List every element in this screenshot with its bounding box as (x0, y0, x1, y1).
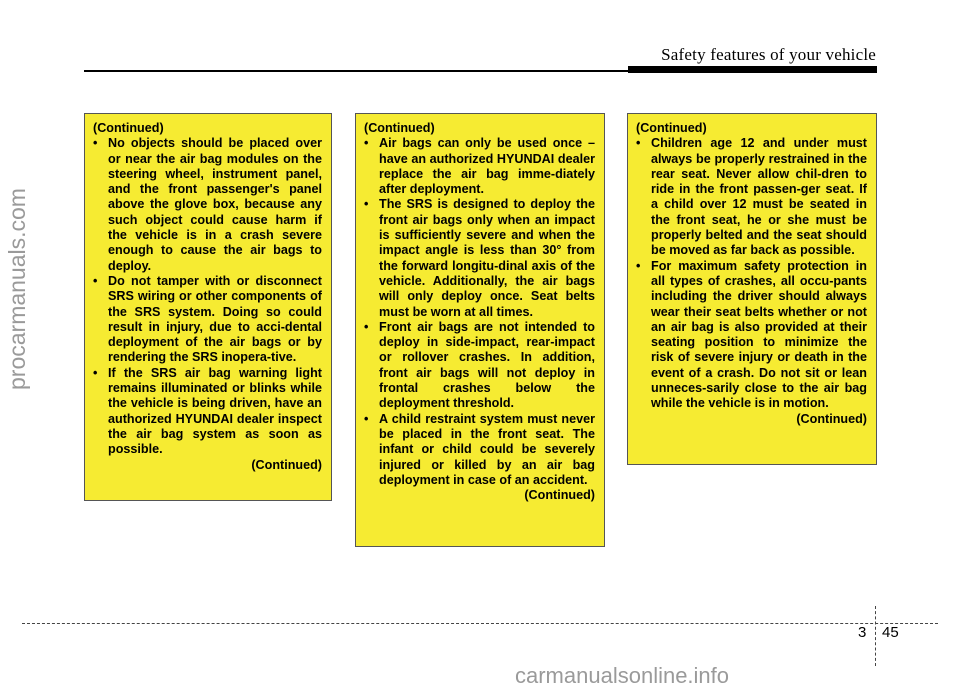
footer-dashed-divider (875, 606, 876, 666)
continued-lead: (Continued) (93, 121, 164, 135)
bullet-list (93, 136, 322, 457)
continued-trail: (Continued) (524, 488, 595, 503)
bullet-item: • The SRS is designed to deploy the front air bags only when an impact is sufficiently severe and when the impact angle is less than 30° from the forward longitu-dinal axis of the vehicle. Additionally, the air bags will only deploy once. Seat belts must be worn at all times. (364, 197, 595, 319)
running-header-title: Safety features of your vehicle (661, 45, 876, 64)
continued-lead: (Continued) (636, 121, 707, 135)
bullet-list (636, 136, 867, 411)
bullet-item: • Air bags can only be used once – have an authorized HYUNDAI dealer replace the air bag imme-diately after deployment. (364, 136, 595, 197)
bullet-item: • Children age 12 and under must always be properly restrained in the rear seat. Never allow chil-dren to ride in the front passen-ger seat. If a child over 12 must be seated in the front seat, he or she must be properly belted and the seat should be moved as far back as possible. (636, 136, 867, 258)
continued-trail: (Continued) (251, 457, 322, 472)
bullet-list (364, 136, 595, 488)
bullet-item: • No objects should be placed over or near the air bag modules on the steering wheel, instrument panel, and the front passenger's panel above the glove box, because any such object could cause harm if the vehicle is in a crash severe enough to cause the air bags to deploy. (93, 136, 322, 274)
side-watermark: procarmanuals.com (4, 188, 30, 390)
bullet-item: • For maximum safety protection in all types of crashes, all occu-pants including the driver should always wear their seat belts whether or not an air bag is also provided at their seating position to minimize the risk of severe injury or death in the event of a crash. Do not sit or lean unneces-sarily close to the air bag while the vehicle is in motion. (636, 259, 867, 412)
bullet-item: • A child restraint system must never be placed in the front seat. The infant or child could be severely injured or killed by an air bag deployment in case of an accident. (364, 412, 595, 488)
bullet-item: • If the SRS air bag warning light remains illuminated or blinks while the vehicle is being driven, have an authorized HYUNDAI dealer inspect the air bag system as soon as possible. (93, 366, 322, 458)
warning-box-3 (627, 113, 877, 465)
bullet-item: • Do not tamper with or disconnect SRS wiring or other components of the SRS system. Doing so could result in injury, due to acci-dental deployment of the air bags or by rendering the SRS inopera-tive. (93, 274, 322, 366)
footer-dashed-rule (22, 623, 938, 624)
bullet-item: • Front air bags are not intended to deploy in side-impact, rear-impact or rollover crashes. In addition, front air bags will not deploy in frontal crashes below the deployment threshold. (364, 320, 595, 412)
continued-trail: (Continued) (796, 411, 867, 426)
bottom-watermark: carmanualsonline.info (515, 663, 730, 688)
continued-lead: (Continued) (364, 121, 435, 135)
page-number: 45 (882, 624, 899, 641)
warning-box-1 (84, 113, 332, 501)
section-number: 3 (858, 624, 867, 641)
warning-box-2 (355, 113, 605, 547)
header-tab-bar (628, 66, 877, 73)
